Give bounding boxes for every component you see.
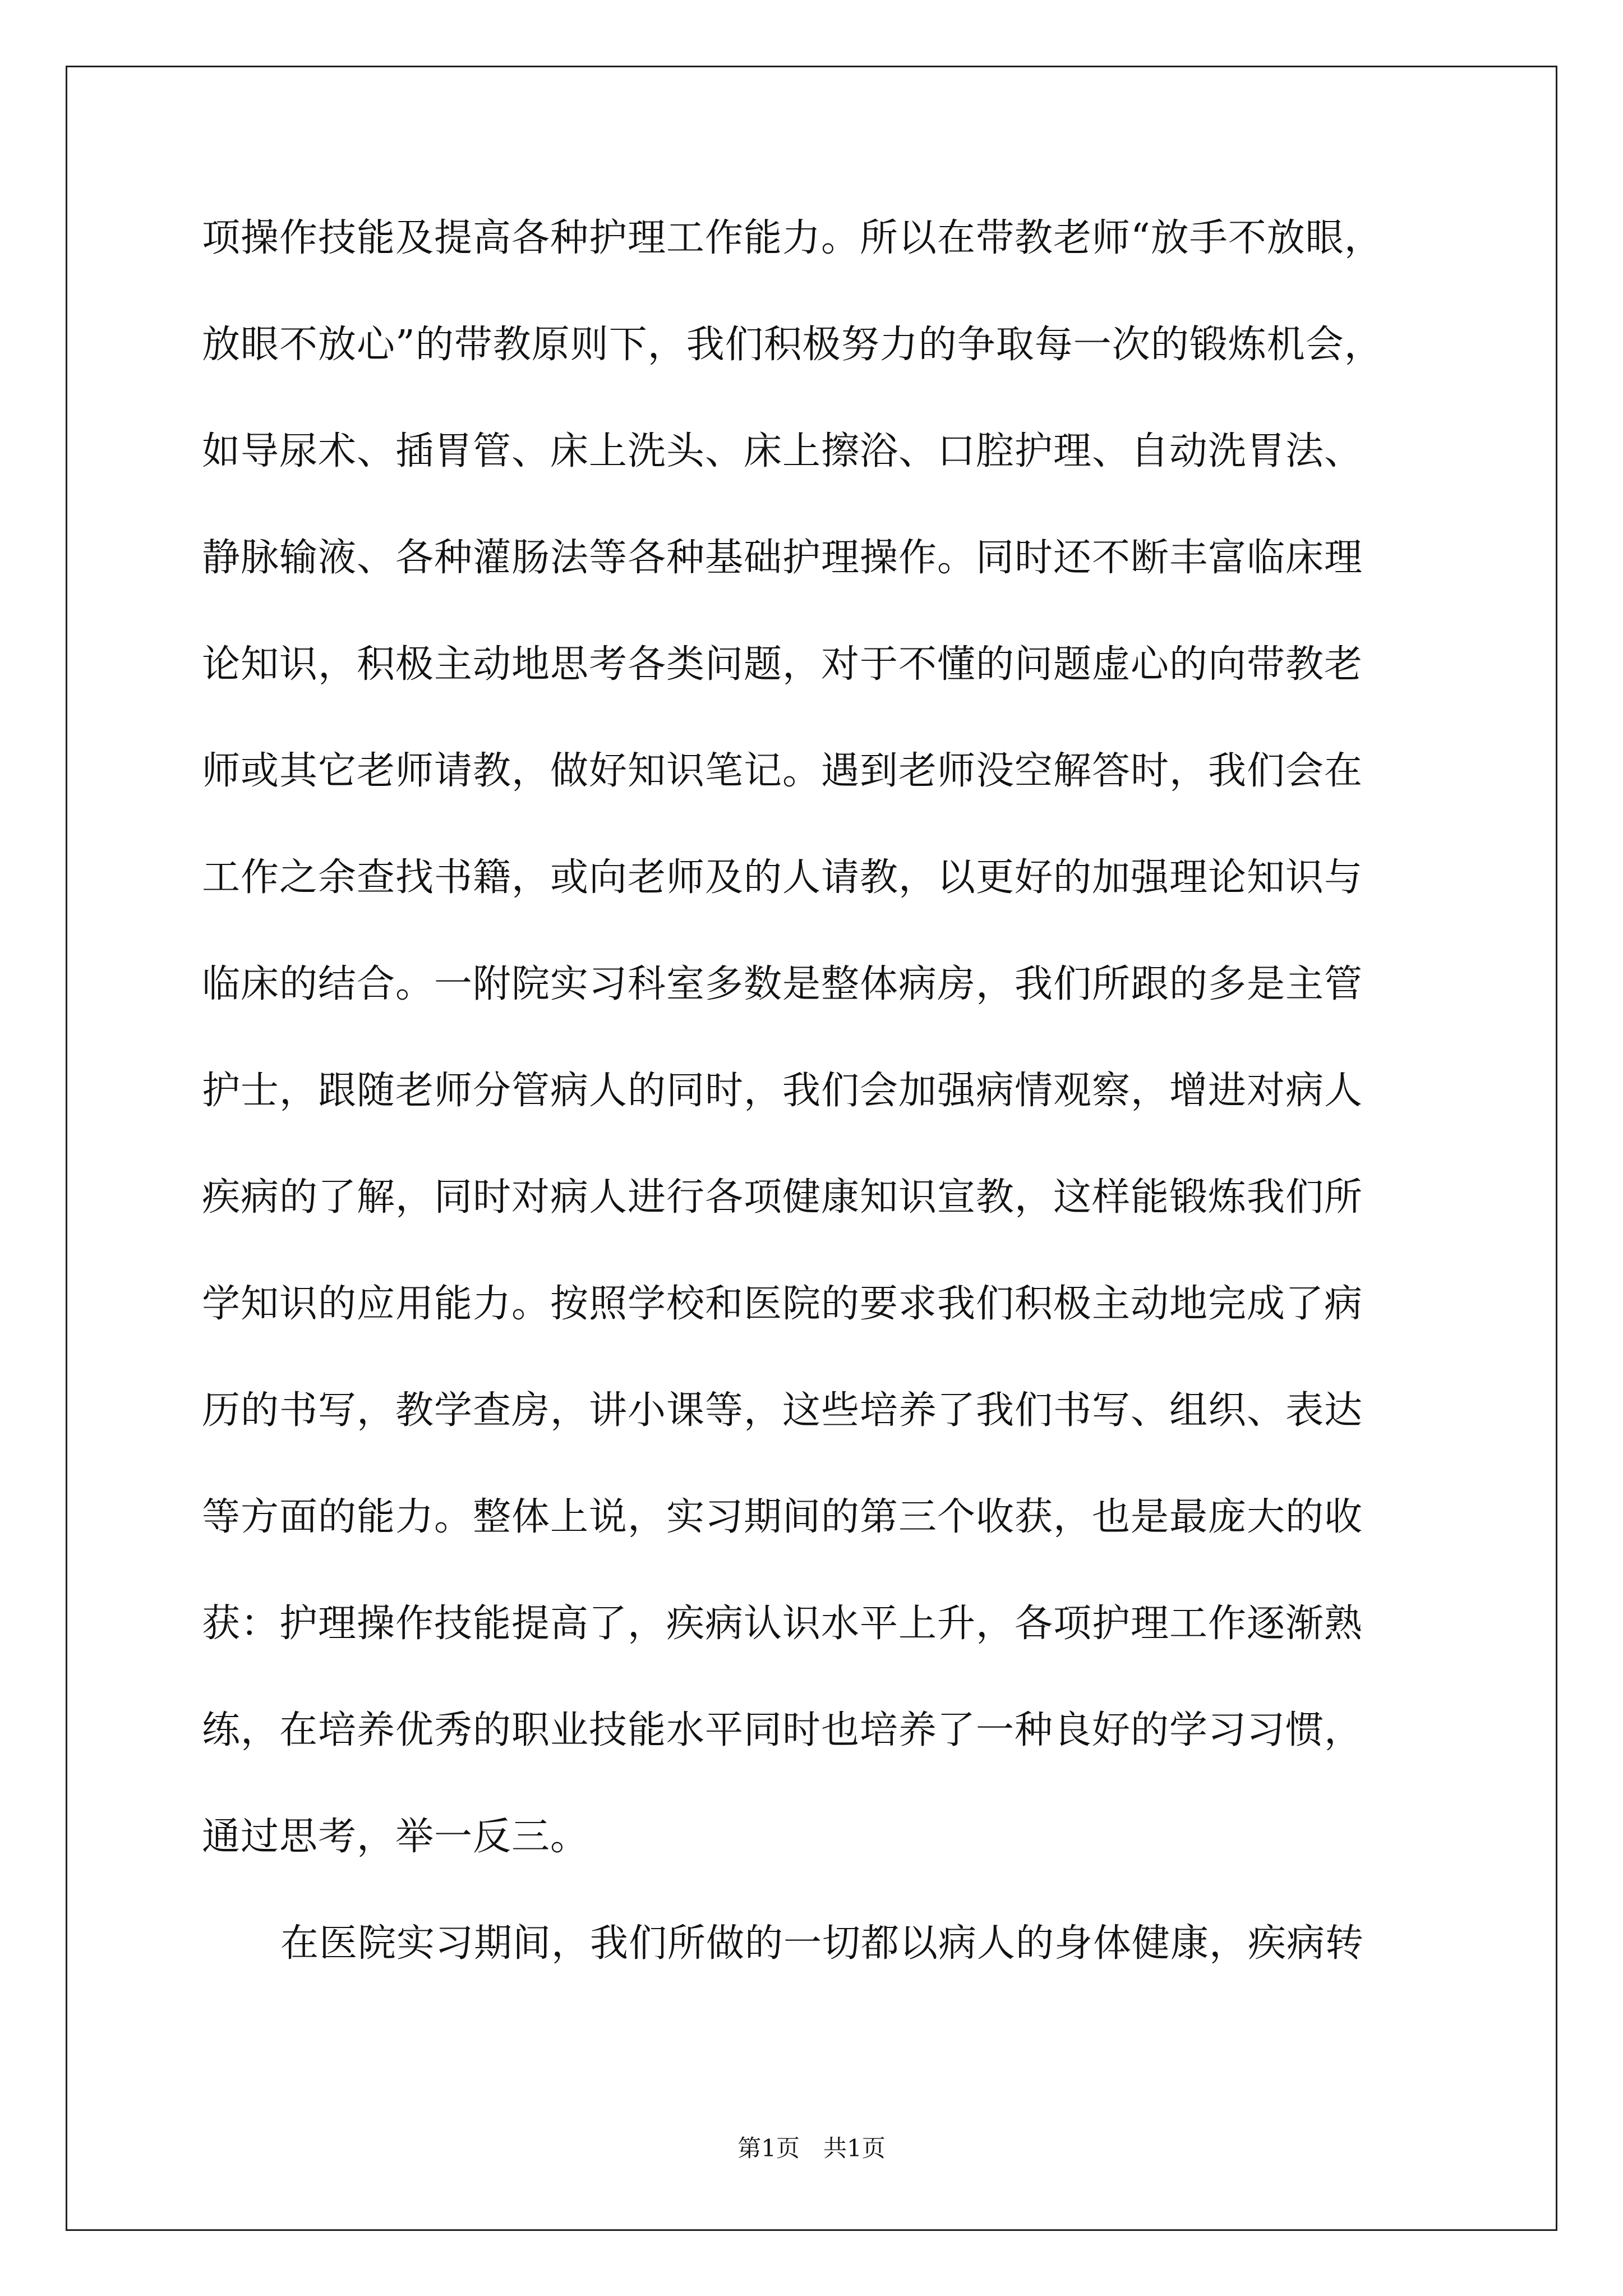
text-line: 临床的结合。一附院实习科室多数是整体病房，我们所跟的多是主管	[202, 962, 1363, 1006]
text-line: 学知识的应用能力。按照学校和医院的要求我们积极主动地完成了病	[202, 1282, 1363, 1326]
text-line: 放眼不放心”的带教原则下，我们积极努力的争取每一次的锻炼机会，	[202, 323, 1383, 367]
text-line: 如导尿术、插胃管、床上洗头、床上擦浴、口腔护理、自动洗胃法、	[202, 429, 1363, 473]
text-line: 项操作技能及提高各种护理工作能力。所以在带教老师“放手不放眼，	[202, 216, 1383, 260]
text-line: 等方面的能力。整体上说，实习期间的第三个收获，也是最庞大的收	[202, 1495, 1363, 1539]
text-line: 历的书写，教学查房，讲小课等，这些培养了我们书写、组织、表达	[202, 1388, 1363, 1433]
text-line: 获：护理操作技能提高了，疾病认识水平上升，各项护理工作逐渐熟	[202, 1602, 1363, 1646]
text-line: 护士，跟随老师分管病人的同时，我们会加强病情观察，增进对病人	[202, 1069, 1363, 1113]
text-line: 静脉输液、各种灌肠法等各种基础护理操作。同时还不断丰富临床理	[202, 536, 1363, 580]
text-line: 工作之余查找书籍，或向老师及的人请教，以更好的加强理论知识与	[202, 855, 1363, 900]
text-line: 通过思考，举一反三。	[202, 1815, 589, 1859]
text-line: 在医院实习期间，我们所做的一切都以病人的身体健康，疾病转	[280, 1921, 1364, 1966]
text-line: 师或其它老师请教，做好知识笔记。遇到老师没空解答时，我们会在	[202, 749, 1363, 793]
page-footer: 第1页 共1页	[737, 2134, 886, 2162]
document-body	[202, 210, 1436, 2022]
text-line: 练，在培养优秀的职业技能水平同时也培养了一种良好的学习习惯，	[202, 1708, 1363, 1752]
text-line: 论知识，积极主动地思考各类问题，对于不懂的问题虚心的向带教老	[202, 642, 1363, 687]
text-line: 疾病的了解，同时对病人进行各项健康知识宣教，这样能锻炼我们所	[202, 1175, 1363, 1220]
